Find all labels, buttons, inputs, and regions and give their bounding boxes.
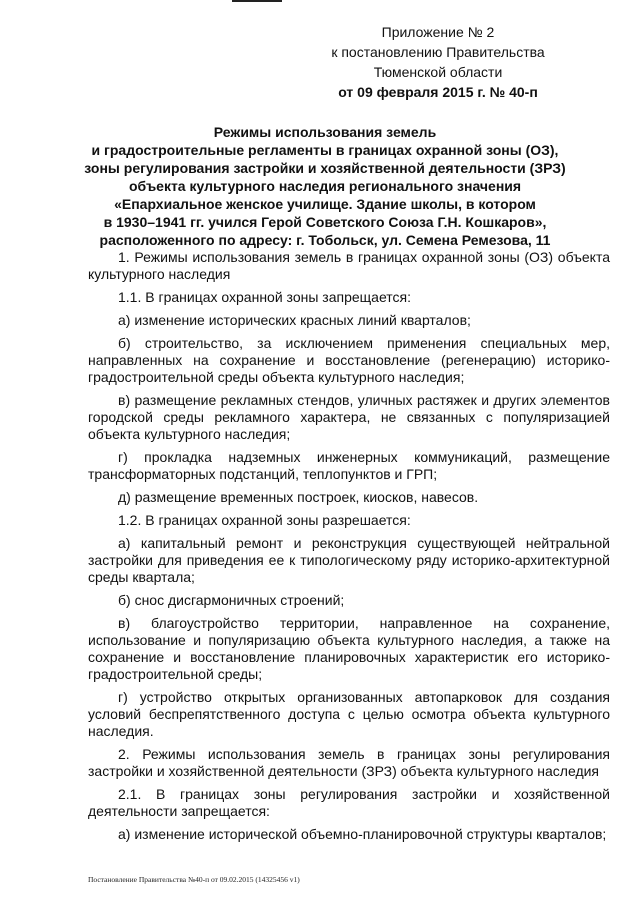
title-line-1: Режимы использования земель [213,124,437,140]
clause-2-1: 2.1. В границах зоны регулирования застройки и хозяйственной деятельности запрещается: [88,786,610,819]
clause-1-2-b: б) снос дисгармоничных строений; [118,592,345,608]
clause-2-1-a: а) изменение исторической объемно-планировочной структуры кварталов; [118,826,607,842]
clause-1-1-c: в) размещение рекламных стендов, уличных растяжек и других элементов городской среды рекламного характера, не связанных с популяризацией объекта культурного наследия; [88,392,610,442]
clause-1-1-a: а) изменение исторических красных линий кварталов; [118,312,471,328]
title-line-7: расположенного по адресу: г. Тобольск, ул. Семена Ремезова, 11 [99,232,551,248]
appendix-resolution-ref: к постановлению Правительства [331,44,545,60]
page-footer: Постановление Правительства №40-п от 09.02.2015 (14325456 v1) [88,875,300,884]
section-2-heading: 2. Режимы использования земель в границах зоны регулирования застройки и хозяйственной деятельности (ЗРЗ) объекта культурного наследия [88,746,610,779]
clause-1-2: 1.2. В границах охранной зоны разрешается: [118,512,411,528]
document-body [88,249,610,849]
appendix-number: Приложение № 2 [381,24,495,40]
clause-1-2-c: в) благоустройство территории, направленное на сохранение, использование и популяризацию объекта культурного наследия, а также на сохранение и восстановление планировочных характеристик его историко-градостроительной среды; [88,615,610,682]
clause-1-1: 1.1. В границах охранной зоны запрещается: [118,289,411,305]
title-line-6: в 1930–1941 гг. учился Герой Советского Союза Г.Н. Кошкаров», [103,214,547,230]
document-title [80,123,570,249]
title-line-4: объекта культурного наследия регионального значения [128,178,522,194]
appendix-header [288,22,588,102]
clause-1-2-a: а) капитальный ремонт и реконструкция существующей нейтральной застройки для приведения ее к типологическому ряду историко-архитектурной среды квартала; [88,535,610,585]
title-line-3: зоны регулирования застройки и хозяйственной деятельности (ЗРЗ) [84,160,566,176]
appendix-date-number: от 09 февраля 2015 г. № 40-п [338,84,538,100]
title-line-2: и градостроительные регламенты в границах охранной зоны (ОЗ), [91,142,559,158]
clause-1-1-b: б) строительство, за исключением применения специальных мер, направленных на сохранение и восстановление (регенерацию) историко-градостроительной среды объекта культурного наследия; [88,335,610,385]
section-1-heading: 1. Режимы использования земель в границах охранной зоны (ОЗ) объекта культурного наследия [88,249,610,282]
title-line-5: «Епархиальное женское училище. Здание школы, в котором [114,196,536,212]
clause-1-2-d: г) устройство открытых организованных автопарковок для создания условий беспрепятственного доступа с целью осмотра объекта культурного наследия. [88,689,610,739]
clause-1-1-d: г) прокладка надземных инженерных коммуникаций, размещение трансформаторных подстанций, теплопунктов и ГРП; [88,449,610,482]
clause-1-1-e: д) размещение временных построек, киосков, навесов. [118,489,479,505]
appendix-region: Тюменской области [373,64,503,80]
top-scan-mark [232,0,282,2]
